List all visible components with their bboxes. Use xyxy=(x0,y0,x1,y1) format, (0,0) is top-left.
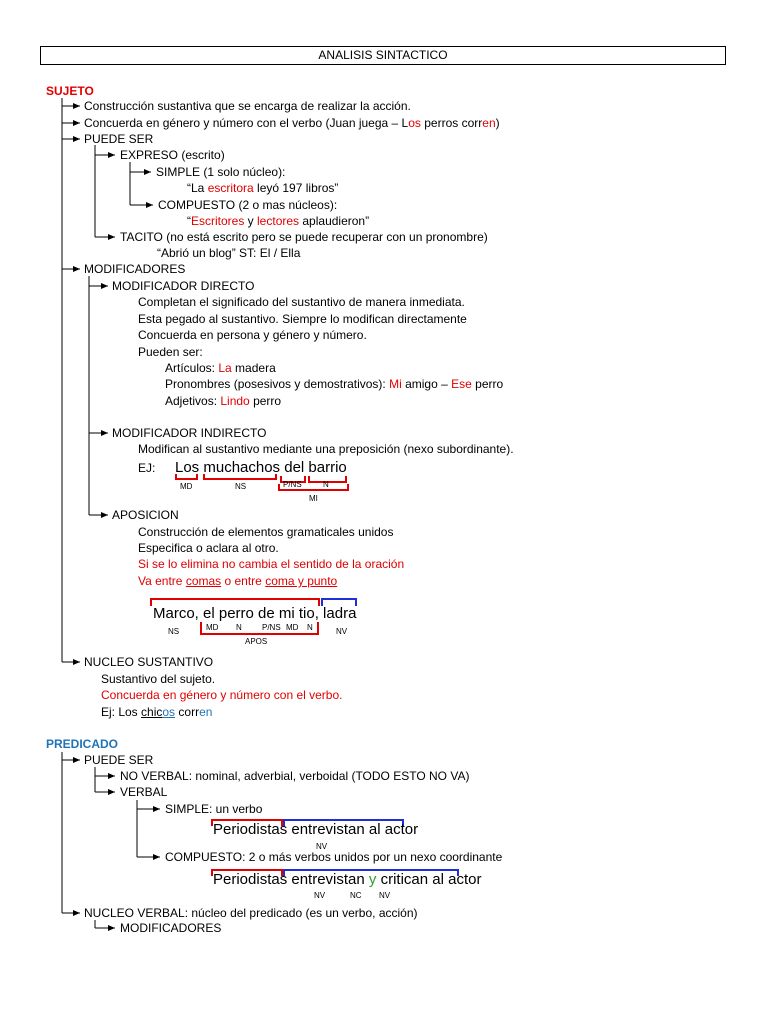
sujeto-puede-ser: PUEDE SER xyxy=(84,132,154,146)
apos-line4: Va entre comas o entre coma y punto xyxy=(138,574,338,588)
apos-label-md: MD xyxy=(206,623,219,632)
apos-example-sentence: Marco, el perro de mi tio, ladra xyxy=(153,605,357,622)
sujeto-heading: SUJETO xyxy=(46,84,94,98)
expreso-label: EXPRESO (escrito) xyxy=(120,148,225,162)
md-adjetivos: Adjetivos: Lindo perro xyxy=(165,394,282,408)
md-line4: Pueden ser: xyxy=(138,345,203,359)
md-title: MODIFICADOR DIRECTO xyxy=(112,279,255,293)
compuesto-example: “Escritores y lectores aplaudieron” xyxy=(187,214,370,228)
apos-label-nv: NV xyxy=(336,627,348,636)
md-line2: Esta pegado al sustantivo. Siempre lo modifican directamente xyxy=(138,312,467,326)
mi-label-ns: NS xyxy=(235,482,247,491)
sujeto-concordancia: Concuerda en género y número con el verbo (Juan juega – Los perros corren) xyxy=(84,116,500,130)
nucleo-sustantivo-title: NUCLEO SUSTANTIVO xyxy=(84,655,214,669)
pred-compuesto-label-nc: NC xyxy=(350,891,362,900)
no-verbal-label: NO VERBAL: nominal, adverbial, verboidal (TODO ESTO NO VA) xyxy=(120,769,470,783)
md-line3: Concuerda en persona y género y número. xyxy=(138,328,367,342)
pred-compuesto-label-nv2: NV xyxy=(379,891,391,900)
mi-example-sentence: Los muchachos del barrio xyxy=(175,459,347,476)
verbal-label: VERBAL xyxy=(120,785,168,799)
pred-compuesto-label-nv1: NV xyxy=(314,891,326,900)
mi-label-md: MD xyxy=(180,482,193,491)
pred-compuesto-label: COMPUESTO: 2 o más verbos unidos por un nexo coordinante xyxy=(165,850,503,864)
compuesto-label: COMPUESTO (2 o mas núcleos): xyxy=(158,198,338,212)
pred-simple-example: Periodistas entrevistan al actor xyxy=(213,821,419,838)
pred-simple-label: SIMPLE: un verbo xyxy=(165,802,263,816)
apos-title: APOSICION xyxy=(112,508,179,522)
nucleo-verbal-label: NUCLEO VERBAL: núcleo del predicado (es un verbo, acción) xyxy=(84,906,418,920)
pred-modificadores-label: MODIFICADORES xyxy=(120,921,222,935)
apos-label-md2: MD xyxy=(286,623,299,632)
apos-label-ns: NS xyxy=(168,627,180,636)
simple-example: “La escritora leyó 197 libros” xyxy=(187,181,339,195)
apos-label-n2: N xyxy=(307,623,313,632)
pred-compuesto-example: Periodistas entrevistan y critican al actor xyxy=(213,871,482,888)
apos-line2: Especifica o aclara al otro. xyxy=(138,541,279,555)
mi-label-mi: MI xyxy=(309,494,318,503)
mi-label-n: N xyxy=(323,480,329,489)
modificadores-label: MODIFICADORES xyxy=(84,262,186,276)
tacito-example: “Abrió un blog” ST: El / Ella xyxy=(157,246,301,260)
predicado-heading: PREDICADO xyxy=(46,737,119,751)
mi-line1: Modifican al sustantivo mediante una preposición (nexo subordinante). xyxy=(138,442,514,456)
mi-label-pns: P/NS xyxy=(283,480,302,489)
simple-label: SIMPLE (1 solo núcleo): xyxy=(156,165,286,179)
nucleo-sustantivo-example: Ej: Los chicos corren xyxy=(101,705,213,719)
apos-label-n: N xyxy=(236,623,242,632)
md-line1: Completan el significado del sustantivo de manera inmediata. xyxy=(138,295,465,309)
nucleo-sustantivo-line1: Sustantivo del sujeto. xyxy=(101,672,216,686)
md-pronombres: Pronombres (posesivos y demostrativos): Mi amigo – Ese perro xyxy=(165,377,504,391)
mi-ej-label: EJ: xyxy=(138,461,156,475)
apos-label-apos: APOS xyxy=(245,637,268,646)
document-title: ANALISIS SINTACTICO xyxy=(40,46,726,65)
predicado-puede-ser: PUEDE SER xyxy=(84,753,154,767)
apos-line3: Si se lo elimina no cambia el sentido de la oración xyxy=(138,557,405,571)
nucleo-sustantivo-line2: Concuerda en género y número con el verbo. xyxy=(101,688,343,702)
pred-simple-label-nv: NV xyxy=(316,842,328,851)
md-articulos: Artículos: La madera xyxy=(165,361,276,375)
apos-label-pns: P/NS xyxy=(262,623,281,632)
apos-line1: Construcción de elementos gramaticales unidos xyxy=(138,525,394,539)
mi-title: MODIFICADOR INDIRECTO xyxy=(112,426,267,440)
sujeto-definition: Construcción sustantiva que se encarga de realizar la acción. xyxy=(84,99,411,113)
tacito-label: TACITO (no está escrito pero se puede recuperar con un pronombre) xyxy=(120,230,488,244)
